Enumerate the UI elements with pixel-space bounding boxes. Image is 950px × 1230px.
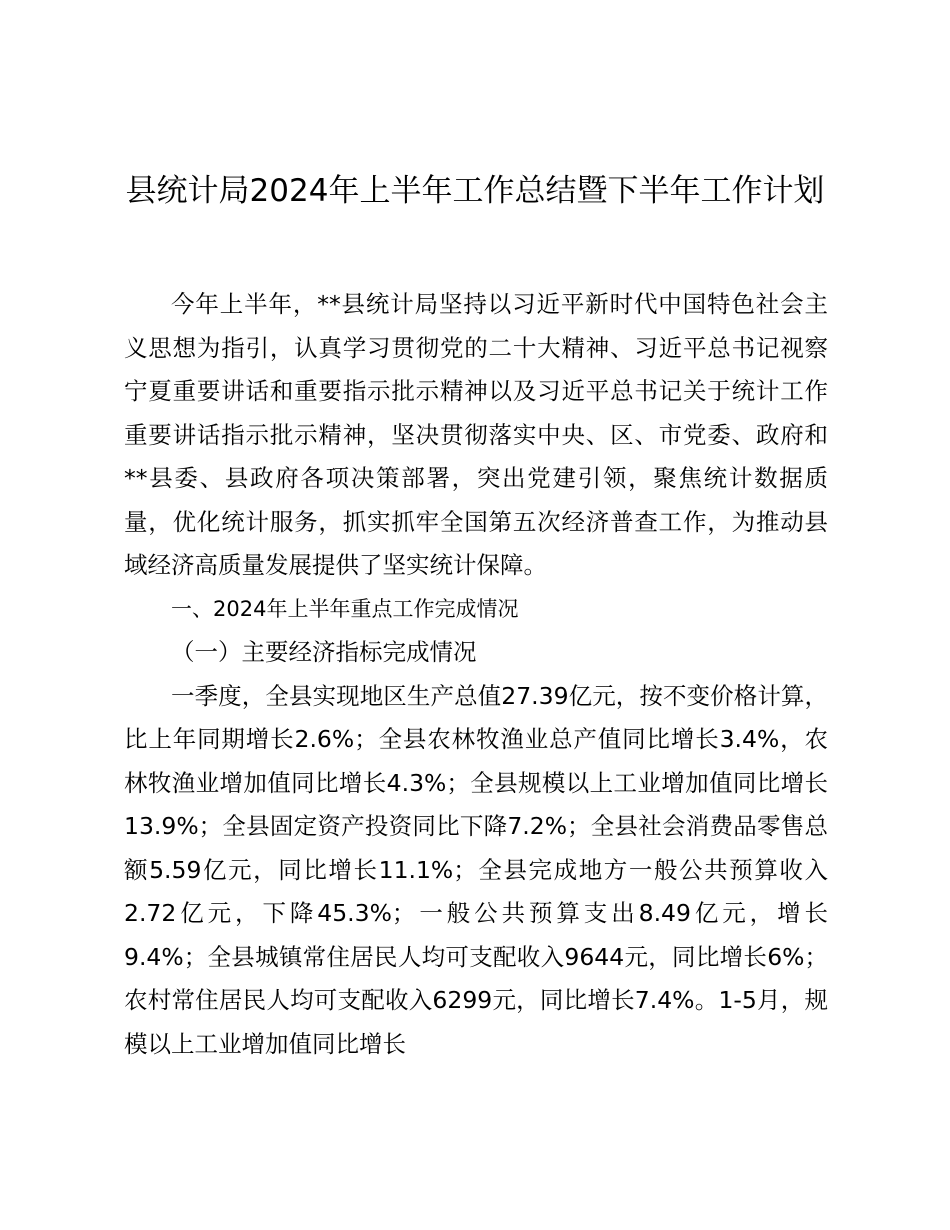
document-title: 县统计局2024年上半年工作总结暨下半年工作计划 xyxy=(125,173,825,209)
document-body xyxy=(124,283,828,1066)
indicators-paragraph: 一季度，全县实现地区生产总值27.39亿元，按不变价格计算，比上年同期增长2.6%；全县农林牧渔业总产值同比增长3.4%，农林牧渔业增加值同比增长4.3%；全县规模以上工业增加值同比增长13.9%；全县固定资产投资同比下降7.2%；全县社会消费品零售总额5.59亿元，同比增长11.1%；全县完成地方一般公共预算收入2.72亿元，下降45.3%；一般公共预算支出8.49亿元，增长9.4%；全县城镇常住居民人均可支配收入9644元，同比增长6%；农村常住居民人均可支配收入6299元，同比增长7.4%。1-5月，规模以上工业增加值同比增长 xyxy=(124,681,828,1058)
intro-paragraph: 今年上半年，**县统计局坚持以习近平新时代中国特色社会主义思想为指引，认真学习贯彻党的二十大精神、习近平总书记视察宁夏重要讲话和重要指示批示精神以及习近平总书记关于统计工作重要讲话指示批示精神，坚决贯彻落实中央、区、市党委、政府和**县委、县政府各项决策部署，突出党建引领，聚焦统计数据质量，优化统计服务，抓实抓牢全国第五次经济普查工作，为推动县域经济高质量发展提供了坚实统计保障。 xyxy=(124,290,828,579)
section-heading: 一、2024年上半年重点工作完成情况 xyxy=(171,596,519,621)
subsection-heading: （一）主要经济指标完成情况 xyxy=(171,638,477,666)
